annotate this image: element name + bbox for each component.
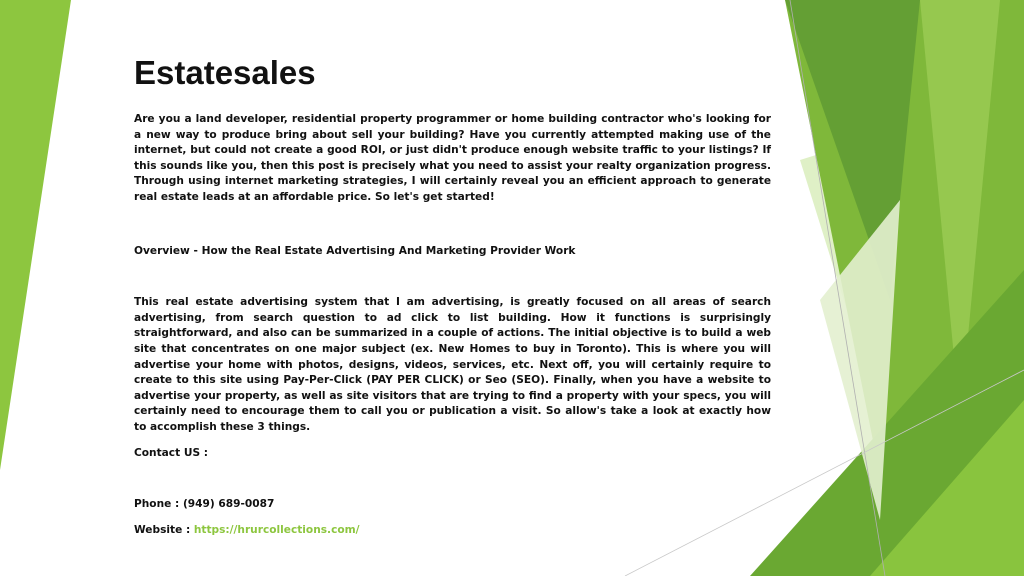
intro-paragraph: Are you a land developer, residential property programmer or home building contractor who's looking for a new way to produce bring about sell your building? Have you currently attempted making use of the internet, but could not create a good ROI, or just didn't produce enough website traffic to your listings? If this sounds like you, then this post is precisely what you need to assist your realty organization progress. Through using internet marketing strategies, I will certainly reveal you an efficient approach to generate real estate leads at an affordable price. So let's get started! (134, 113, 771, 203)
body-paragraph: This real estate advertising system that I am advertising, is greatly focused on all areas of search advertising, from search question to ad click to list building. How it functions is surprisingly straightforward, and also can be summarized in a couple of actions. The initial objective is to build a web site that concentrates on one major subject (ex. New Homes to buy in Toronto). This is where you will advertise your home with photos, designs, videos, services, etc. Next off, you will certainly require to create to this site using Pay-Per-Click (PAY PER CLICK) or Seo (SEO). Finally, when you have a website to advertise your property, as well as site visitors that are trying to find a property with your specs, you will certainly need to encourage them to call you or publication a visit. So allow's take a look at exactly how to accomplish these 3 things. (134, 296, 771, 433)
website-link[interactable]: https://hrurcollections.com/ (193, 523, 360, 536)
phone-value: (949) 689-0087 (182, 498, 275, 511)
slide-content (134, 52, 771, 538)
website-line (134, 523, 771, 539)
slide-title: Estatesales (134, 54, 316, 91)
contact-label: Contact US : (134, 446, 208, 459)
left-green-wedge (0, 0, 71, 470)
phone-line (134, 497, 771, 513)
website-label: Website : (134, 523, 194, 536)
overview-heading: Overview - How the Real Estate Advertising And Marketing Provider Work (134, 244, 576, 257)
phone-label: Phone : (134, 498, 183, 511)
